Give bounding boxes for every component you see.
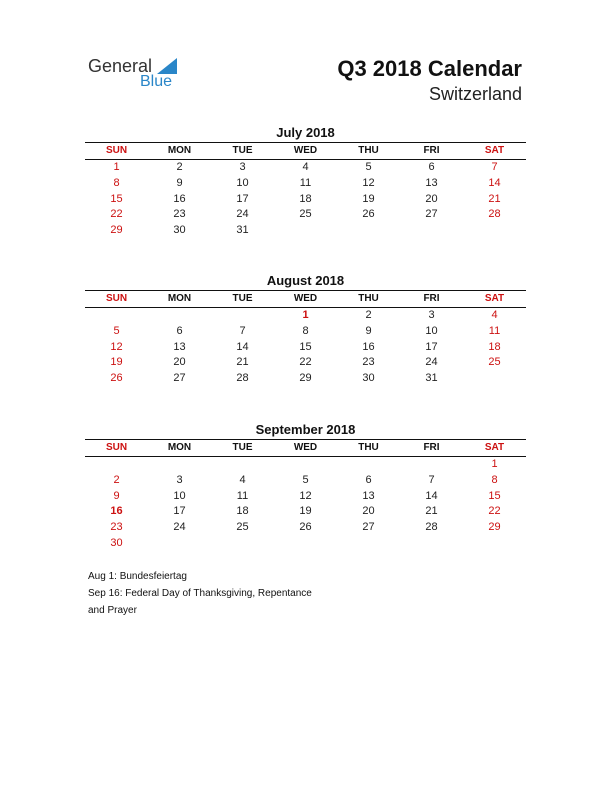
day-cell: 10 — [236, 176, 249, 189]
weekday-header: MON — [167, 293, 192, 304]
week-row — [85, 520, 526, 536]
day-cell: 12 — [110, 340, 123, 353]
month-title: July 2018 — [276, 125, 335, 140]
day-cell: 3 — [239, 161, 246, 173]
day-cell — [400, 457, 463, 473]
month-august — [85, 272, 526, 387]
week-row — [85, 457, 526, 473]
day-cell: 9 — [365, 324, 372, 337]
month-title: September 2018 — [255, 422, 356, 437]
day-cell: 9 — [113, 489, 120, 502]
week-row — [85, 504, 526, 520]
day-cell: 29 — [110, 224, 123, 237]
day-cell: 1 — [302, 309, 309, 321]
weekday-header: FRI — [423, 145, 440, 156]
day-cell: 2 — [365, 309, 372, 321]
day-cell: 27 — [173, 372, 186, 385]
week-row — [85, 207, 526, 223]
day-cell: 18 — [299, 192, 312, 205]
day-cell: 3 — [176, 473, 183, 486]
day-cell: 26 — [299, 521, 312, 534]
week-row — [85, 160, 526, 176]
day-cell: 5 — [113, 324, 120, 337]
day-cell: 6 — [428, 161, 435, 173]
day-cell: 5 — [302, 473, 309, 486]
week-row — [85, 371, 526, 387]
brand-logo — [88, 56, 198, 96]
day-cell — [400, 536, 463, 552]
day-cell — [337, 223, 400, 239]
day-cell: 28 — [488, 208, 501, 221]
logo-blue-text: Blue — [140, 73, 173, 90]
day-cell: 26 — [110, 372, 123, 385]
month-september — [85, 421, 526, 552]
day-cell: 5 — [365, 161, 372, 173]
day-cell: 28 — [236, 372, 249, 385]
day-cell: 10 — [425, 324, 438, 337]
day-cell: 23 — [173, 208, 186, 221]
day-cell: 25 — [299, 208, 312, 221]
day-cell: 19 — [299, 505, 312, 518]
weekday-header-row — [85, 290, 526, 308]
day-cell: 6 — [176, 324, 183, 337]
day-cell: 11 — [299, 176, 312, 189]
holiday-note: Sep 16: Federal Day of Thanksgiving, Repentance — [88, 588, 312, 599]
day-cell — [463, 371, 526, 387]
weekday-header: WED — [293, 293, 318, 304]
day-cell: 16 — [362, 340, 375, 353]
day-cell: 24 — [425, 356, 438, 369]
day-cell — [274, 536, 337, 552]
day-cell: 25 — [236, 521, 249, 534]
day-cell — [211, 536, 274, 552]
day-cell: 14 — [236, 340, 249, 353]
day-cell: 17 — [425, 340, 438, 353]
day-cell: 13 — [173, 340, 186, 353]
day-cell: 13 — [362, 489, 375, 502]
day-cell — [148, 308, 211, 324]
day-cell: 24 — [173, 521, 186, 534]
logo-triangle-icon — [157, 58, 177, 74]
holiday-notes — [88, 570, 312, 616]
week-row — [85, 355, 526, 371]
weekday-header: TUE — [232, 293, 253, 304]
day-cell: 10 — [173, 489, 186, 502]
day-cell: 21 — [488, 192, 501, 205]
day-cell: 2 — [176, 161, 183, 173]
day-cell: 21 — [236, 356, 249, 369]
day-cell: 7 — [491, 161, 498, 173]
day-cell: 22 — [110, 208, 123, 221]
day-cell: 13 — [425, 176, 438, 189]
day-cell — [274, 223, 337, 239]
day-cell — [85, 308, 148, 324]
week-row — [85, 340, 526, 356]
day-cell: 9 — [176, 176, 183, 189]
day-cell — [463, 223, 526, 239]
day-cell: 1 — [491, 458, 498, 470]
day-cell: 18 — [236, 505, 249, 518]
day-cell: 30 — [173, 224, 186, 237]
day-cell: 30 — [110, 536, 123, 549]
day-cell: 23 — [362, 356, 375, 369]
weekday-header: SAT — [484, 145, 505, 156]
day-cell: 7 — [239, 324, 246, 337]
day-cell: 19 — [362, 192, 375, 205]
day-cell: 20 — [362, 505, 375, 518]
day-cell: 1 — [113, 161, 120, 173]
month-title: August 2018 — [266, 273, 345, 288]
week-row — [85, 324, 526, 340]
day-cell: 29 — [299, 372, 312, 385]
day-cell: 28 — [425, 521, 438, 534]
day-cell: 19 — [110, 356, 123, 369]
weekday-header: SUN — [105, 145, 128, 156]
weekday-header: MON — [167, 442, 192, 453]
day-cell: 11 — [236, 489, 249, 502]
holiday-note: Aug 1: Bundesfeiertag — [88, 571, 187, 582]
day-cell: 7 — [428, 473, 435, 486]
weekday-header-row — [85, 142, 526, 160]
week-row — [85, 308, 526, 324]
day-cell — [148, 457, 211, 473]
day-cell: 23 — [110, 521, 123, 534]
day-cell — [211, 308, 274, 324]
day-cell: 22 — [299, 356, 312, 369]
day-cell: 16 — [173, 192, 186, 205]
month-july — [85, 124, 526, 239]
day-cell: 15 — [110, 192, 123, 205]
logo-general-text: General — [88, 56, 153, 76]
weekday-header: THU — [358, 442, 379, 453]
day-cell — [274, 457, 337, 473]
day-cell: 4 — [302, 161, 309, 173]
day-cell: 20 — [173, 356, 186, 369]
day-cell: 17 — [236, 192, 249, 205]
page-title: Q3 2018 Calendar — [337, 56, 522, 81]
day-cell: 4 — [491, 309, 498, 321]
day-cell: 27 — [362, 521, 375, 534]
day-cell: 17 — [173, 505, 186, 518]
weekday-header: TUE — [232, 145, 253, 156]
weekday-header-row — [85, 439, 526, 457]
week-row — [85, 473, 526, 489]
week-row — [85, 223, 526, 239]
day-cell: 21 — [425, 505, 438, 518]
day-cell: 8 — [113, 176, 120, 189]
weekday-header: MON — [167, 145, 192, 156]
day-cell: 18 — [488, 340, 501, 353]
day-cell: 14 — [488, 176, 501, 189]
day-cell: 22 — [488, 505, 501, 518]
day-cell: 12 — [299, 489, 312, 502]
day-cell: 15 — [488, 489, 501, 502]
day-cell: 15 — [299, 340, 312, 353]
page-subtitle: Switzerland — [428, 84, 522, 104]
day-cell — [211, 457, 274, 473]
weekday-header: WED — [293, 442, 318, 453]
day-cell: 31 — [425, 372, 438, 385]
day-cell: 29 — [488, 521, 501, 534]
day-cell: 6 — [365, 473, 372, 486]
day-cell: 25 — [488, 356, 501, 369]
day-cell: 26 — [362, 208, 375, 221]
day-cell: 2 — [113, 473, 120, 486]
day-cell — [85, 457, 148, 473]
day-cell: 31 — [236, 224, 249, 237]
weekday-header: SUN — [105, 293, 128, 304]
holiday-note: and Prayer — [88, 605, 137, 616]
day-cell: 8 — [491, 473, 498, 486]
weekday-header: SAT — [484, 293, 505, 304]
day-cell: 4 — [239, 473, 246, 486]
weekday-header: SUN — [105, 442, 128, 453]
weekday-header: THU — [358, 293, 379, 304]
day-cell: 20 — [425, 192, 438, 205]
week-row — [85, 192, 526, 208]
weekday-header: FRI — [423, 293, 440, 304]
weekday-header: SAT — [484, 442, 505, 453]
week-row — [85, 176, 526, 192]
day-cell — [337, 457, 400, 473]
weekday-header: WED — [293, 145, 318, 156]
day-cell: 11 — [488, 324, 501, 337]
day-cell: 14 — [425, 489, 438, 502]
weekday-header: THU — [358, 145, 379, 156]
day-cell: 12 — [362, 176, 375, 189]
day-cell: 27 — [425, 208, 438, 221]
day-cell: 16 — [110, 505, 123, 518]
day-cell: 3 — [428, 309, 435, 321]
day-cell — [400, 223, 463, 239]
weekday-header: TUE — [232, 442, 253, 453]
day-cell — [463, 536, 526, 552]
day-cell — [337, 536, 400, 552]
day-cell — [148, 536, 211, 552]
day-cell: 24 — [236, 208, 249, 221]
week-row — [85, 489, 526, 505]
weekday-header: FRI — [423, 442, 440, 453]
week-row — [85, 536, 526, 552]
day-cell: 30 — [362, 372, 375, 385]
day-cell: 8 — [302, 324, 309, 337]
